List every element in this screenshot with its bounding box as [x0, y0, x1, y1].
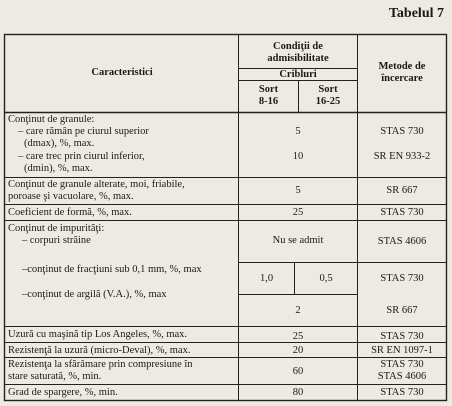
foreign-bodies-method: STAS 4606 — [377, 236, 427, 247]
crushing-degree-label: Grad de spargere, %, min. — [8, 387, 118, 398]
micro-deval-value: 20 — [292, 345, 304, 356]
micro-deval-method: SR EN 1097-1 — [371, 345, 433, 356]
los-angeles-label: Uzură cu maşină tip Los Angeles, %, max. — [8, 329, 188, 340]
granule-content-label: Conţinut de granule: — [8, 114, 95, 125]
header-methods-line1: Metode de — [378, 61, 426, 72]
granule-upper-sieve-line2: (dmax), %, max. — [24, 138, 95, 149]
granule-upper-sieve-value: 5 — [295, 126, 301, 137]
crushing-degree-value: 80 — [292, 387, 304, 398]
fractions-label: –conţinut de fracţiuni sub 0,1 mm, %, max — [22, 264, 202, 275]
foreign-bodies-value: Nu se admit — [272, 235, 324, 246]
granule-lower-sieve-method: SR EN 933-2 — [373, 151, 431, 162]
altered-granules-line1: Conţinut de granule alterate, moi, friabile, — [8, 179, 185, 190]
header-sort2-line2: 16-25 — [315, 96, 341, 107]
crushing-degree-method: STAS 730 — [380, 387, 424, 398]
los-angeles-method: STAS 730 — [380, 331, 424, 342]
granule-upper-sieve-method: STAS 730 — [380, 126, 424, 137]
altered-granules-value: 5 — [295, 185, 301, 196]
shape-coefficient-method: STAS 730 — [380, 207, 424, 218]
granule-upper-sieve-line1: – care rămân pe ciurul superior — [18, 126, 149, 137]
fractions-value-sort1: 1,0 — [259, 273, 274, 284]
compression-method-line2: STAS 4606 — [377, 371, 427, 382]
shape-coefficient-value: 25 — [292, 207, 304, 218]
compression-value: 60 — [292, 366, 304, 377]
compression-line1: Rezistenţa la sfărâmare prin compresiune în — [8, 359, 193, 370]
header-sort1-line2: 8-16 — [258, 96, 279, 107]
micro-deval-label: Rezistenţă la uzură (micro-Deval), %, max. — [8, 345, 191, 356]
los-angeles-value: 25 — [292, 331, 304, 342]
foreign-bodies-label: – corpuri străine — [22, 235, 91, 246]
header-sort2-line1: Sort — [318, 84, 338, 95]
clay-label: –conţinut de argilă (V.A.), %, max — [22, 289, 167, 300]
header-methods-line2: încercare — [381, 73, 423, 84]
header-characteristics: Caracteristici — [91, 67, 153, 78]
shape-coefficient-label: Coeficient de formă, %, max. — [8, 207, 132, 218]
header-sort1-line1: Sort — [258, 84, 279, 95]
fractions-value-sort2: 0,5 — [319, 273, 333, 284]
fractions-method: STAS 730 — [380, 273, 424, 284]
compression-method-line1: STAS 730 — [380, 359, 424, 370]
header-aggregates: Cribluri — [279, 69, 317, 80]
header-conditions-line2: admisibilitate — [267, 53, 329, 64]
granule-lower-sieve-line2: (dmin), %, max. — [24, 163, 93, 174]
compression-line2: stare saturată, %, min. — [8, 371, 102, 382]
clay-method: SR 667 — [386, 305, 418, 316]
impurities-label: Conţinut de impurităţi: — [8, 223, 105, 234]
clay-value: 2 — [295, 305, 301, 316]
granule-lower-sieve-line1: – care trec prin ciurul inferior, — [18, 151, 145, 162]
altered-granules-line2: poroase şi vacuolare, %, max. — [8, 191, 134, 202]
header-conditions-line1: Condiţii de — [273, 41, 323, 52]
altered-granules-method: SR 667 — [386, 185, 418, 196]
table-title: Tabelul 7 — [388, 6, 444, 21]
granule-lower-sieve-value: 10 — [292, 151, 304, 162]
